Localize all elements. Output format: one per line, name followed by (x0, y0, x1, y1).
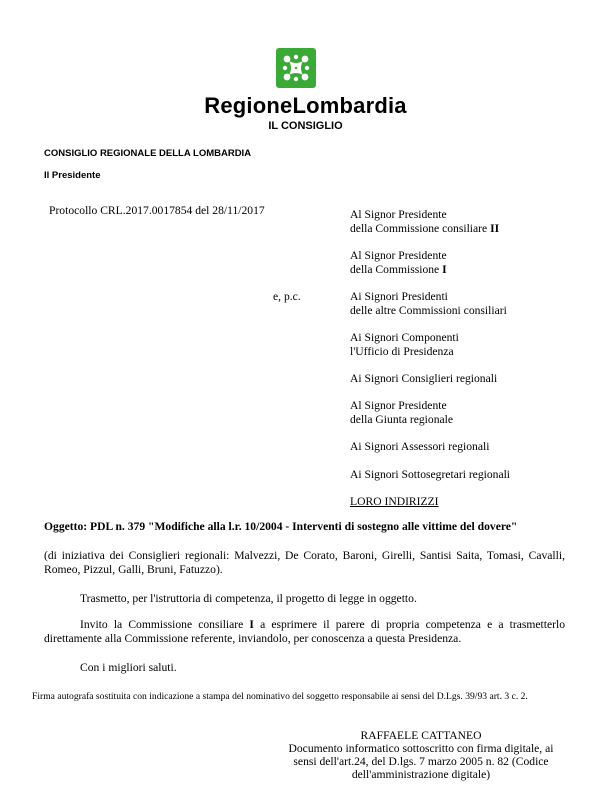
recipient-line: delle altre Commissioni consiliari (350, 304, 507, 317)
recipient-line: della Giunta regionale (350, 413, 454, 426)
recipient-block (350, 249, 447, 277)
recipient-line: Al Signor Presidente (350, 399, 447, 412)
loro-indirizzi: LORO INDIRIZZI (350, 495, 439, 508)
digital-signature-note: Documento informatico sottoscritto con firma digitale, ai sensi dell'art.24, del D.lgs. 7 marzo 2005 n. 82 (Codice dell'amministrazione digitale) (288, 742, 554, 781)
recipient-line: della Commissione I (350, 263, 447, 276)
recipient-block (350, 331, 459, 359)
recipient-block (350, 372, 497, 386)
recipient-line: della Commissione consiliare II (350, 222, 500, 235)
recipient-line: Al Signor Presidente (350, 249, 447, 262)
closing-greeting: Con i migliori saluti. (80, 661, 177, 674)
recipient-block (350, 468, 510, 482)
recipient-block (350, 440, 489, 454)
office-name: Il Presidente (44, 170, 101, 181)
body-paragraph-1: Trasmetto, per l'istruttoria di competenza, il progetto di legge in oggetto. (80, 592, 417, 605)
rosa-camuna-icon (276, 48, 316, 88)
recipient-line: Ai Signori Presidenti (350, 290, 448, 303)
subject-line: Oggetto: PDL n. 379 "Modifiche alla l.r. 10/2004 - Interventi di sostegno alle vittime del dovere" (44, 520, 518, 533)
initiative-text: (di iniziativa dei Consiglieri regionali: Malvezzi, De Corato, Baroni, Girelli, Santisi Saita, Tomasi, Cavalli, Romeo, Pizzul, Galli, Bruni, Fatuzzo). (44, 549, 565, 576)
recipient-line: Al Signor Presidente (350, 208, 447, 221)
regione-lombardia-logo (276, 48, 316, 88)
institution-name: CONSIGLIO REGIONALE DELLA LOMBARDIA (44, 148, 252, 159)
recipient-line: Ai Signori Consiglieri regionali (350, 372, 498, 385)
brand-name: RegioneLombardia (204, 93, 407, 118)
recipient-line: Ai Signori Assessori regionali (350, 440, 490, 453)
protocol-number: Protocollo CRL.2017.0017854 del 28/11/2017 (49, 204, 265, 217)
recipient-block (350, 290, 507, 318)
body-paragraph-2: Invito la Commissione consiliare I a esprimere il parere di propria competenza e a trasmetterlo direttamente alla Commissione referente, inviandolo, per conoscenza a questa Presidenza. (44, 618, 565, 645)
recipient-block (350, 399, 453, 427)
signatory-block (276, 729, 566, 781)
recipient-line: Ai Signori Componenti (350, 331, 459, 344)
brand-subtitle: IL CONSIGLIO (268, 120, 343, 132)
cc-label: e, p.c. (273, 290, 301, 303)
recipient-block (350, 208, 499, 236)
signatory-name: RAFFAELE CATTANEO (360, 729, 482, 742)
signature-note: Firma autografa sostituita con indicazione a stampa del nominativo del soggetto responsabile ai sensi del D.Lgs. 39/93 art. 3 c. 2. (32, 691, 528, 702)
recipient-line: Ai Signori Sottosegretari regionali (350, 468, 511, 481)
recipient-line: l'Ufficio di Presidenza (350, 345, 454, 358)
